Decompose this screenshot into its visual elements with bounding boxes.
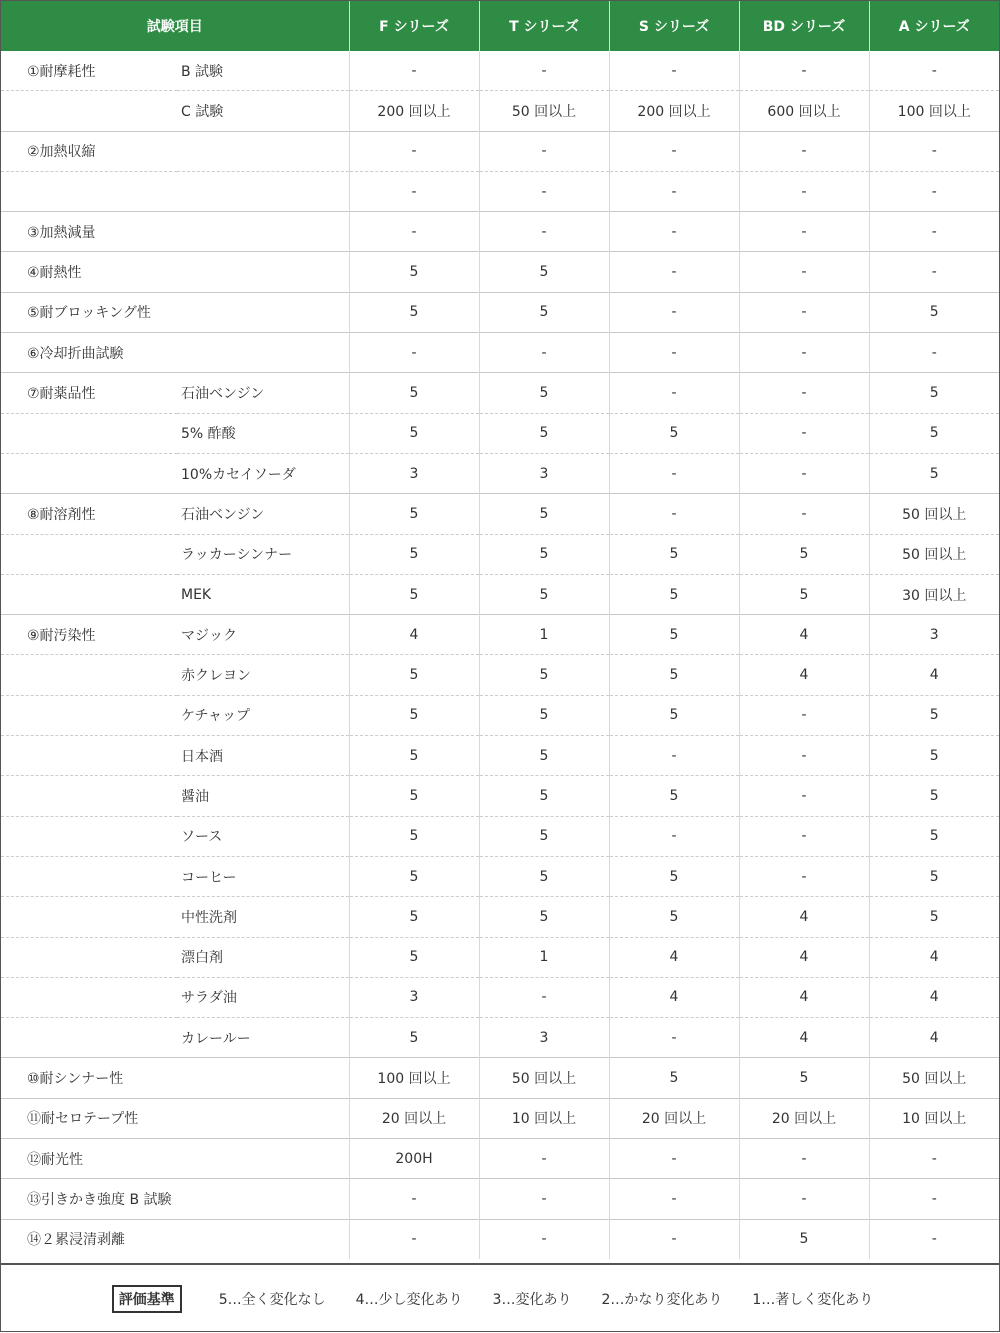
test-sub-item — [177, 1219, 349, 1259]
value-cell-s-series: - — [609, 1179, 739, 1219]
value-cell-s-series: - — [609, 1139, 739, 1179]
value-cell-a-series: 5 — [869, 695, 999, 735]
test-sub-item: 5% 酢酸 — [177, 413, 349, 453]
value-cell-a-series: 5 — [869, 776, 999, 816]
value-cell-bd-series: - — [739, 292, 869, 332]
table-row — [1, 897, 999, 937]
test-item-name: ⑩耐シンナー性 — [1, 1058, 177, 1098]
test-item-name: ③加熱減量 — [1, 212, 177, 252]
value-cell-a-series: 5 — [869, 897, 999, 937]
value-cell-bd-series: 5 — [739, 534, 869, 574]
value-cell-s-series: 5 — [609, 897, 739, 937]
test-sub-item: 日本酒 — [177, 736, 349, 776]
value-cell-a-series: - — [869, 1219, 999, 1259]
test-item-name — [1, 695, 177, 735]
test-sub-item: 醤油 — [177, 776, 349, 816]
value-cell-a-series: 5 — [869, 292, 999, 332]
value-cell-f-series: 5 — [349, 776, 479, 816]
value-cell-t-series: 1 — [479, 615, 609, 655]
test-sub-item: マジック — [177, 615, 349, 655]
value-cell-s-series: - — [609, 252, 739, 292]
test-sub-item — [177, 292, 349, 332]
table-row — [1, 1139, 999, 1179]
value-cell-a-series: - — [869, 212, 999, 252]
test-item-name: ⑭２累浸清剥離 — [1, 1219, 177, 1259]
value-cell-a-series: 50 回以上 — [869, 1058, 999, 1098]
test-item-name — [1, 655, 177, 695]
value-cell-f-series: 3 — [349, 453, 479, 493]
value-cell-f-series: - — [349, 1179, 479, 1219]
value-cell-bd-series: - — [739, 453, 869, 493]
table-row — [1, 1058, 999, 1098]
value-cell-bd-series: 4 — [739, 615, 869, 655]
test-item-name — [1, 816, 177, 856]
value-cell-a-series: 4 — [869, 977, 999, 1017]
test-item-name: ⑬引きかき強度 B 試験 — [1, 1179, 177, 1219]
test-item-name — [1, 856, 177, 896]
value-cell-s-series: - — [609, 131, 739, 171]
value-cell-t-series: 50 回以上 — [479, 91, 609, 131]
value-cell-f-series: 3 — [349, 977, 479, 1017]
value-cell-bd-series: - — [739, 816, 869, 856]
table-row — [1, 655, 999, 695]
test-item-name: ②加熱収縮 — [1, 131, 177, 171]
value-cell-bd-series: 20 回以上 — [739, 1098, 869, 1138]
value-cell-t-series: 5 — [479, 373, 609, 413]
test-item-name — [1, 1018, 177, 1058]
value-cell-t-series: - — [479, 1139, 609, 1179]
value-cell-t-series: 3 — [479, 1018, 609, 1058]
test-results-table — [1, 1, 999, 1259]
test-sub-item: 10%カセイソーダ — [177, 453, 349, 493]
legend-title: 評価基準 — [112, 1285, 182, 1313]
table-row — [1, 736, 999, 776]
value-cell-a-series: - — [869, 1139, 999, 1179]
value-cell-bd-series: - — [739, 776, 869, 816]
value-cell-f-series: 5 — [349, 695, 479, 735]
value-cell-bd-series: - — [739, 413, 869, 453]
legend-item-2: 2…かなり変化あり — [601, 1292, 723, 1308]
test-item-name: ⑨耐汚染性 — [1, 615, 177, 655]
value-cell-f-series: 5 — [349, 534, 479, 574]
test-item-name — [1, 453, 177, 493]
value-cell-bd-series: - — [739, 373, 869, 413]
value-cell-t-series: 5 — [479, 534, 609, 574]
value-cell-bd-series: - — [739, 333, 869, 373]
legend-item-5: 5…全く変化なし — [218, 1292, 326, 1308]
value-cell-t-series: - — [479, 171, 609, 211]
table-row — [1, 1219, 999, 1259]
value-cell-f-series: 5 — [349, 736, 479, 776]
test-item-name: ⑧耐溶剤性 — [1, 494, 177, 534]
value-cell-t-series: - — [479, 1219, 609, 1259]
test-item-name — [1, 171, 177, 211]
value-cell-f-series: - — [349, 171, 479, 211]
value-cell-a-series: - — [869, 171, 999, 211]
table-row — [1, 977, 999, 1017]
value-cell-bd-series: - — [739, 51, 869, 91]
value-cell-f-series: - — [349, 212, 479, 252]
value-cell-t-series: 1 — [479, 937, 609, 977]
value-cell-s-series: 5 — [609, 856, 739, 896]
legend-item-4: 4…少し変化あり — [355, 1292, 463, 1308]
value-cell-f-series: 5 — [349, 655, 479, 695]
value-cell-s-series: - — [609, 51, 739, 91]
test-item-name — [1, 776, 177, 816]
test-sub-item — [177, 131, 349, 171]
value-cell-t-series: - — [479, 333, 609, 373]
header-bd-series: BD シリーズ — [739, 1, 869, 51]
test-sub-item: B 試験 — [177, 51, 349, 91]
value-cell-f-series: 200H — [349, 1139, 479, 1179]
value-cell-a-series: 30 回以上 — [869, 574, 999, 614]
test-item-name — [1, 91, 177, 131]
test-sub-item — [177, 212, 349, 252]
value-cell-bd-series: 5 — [739, 1219, 869, 1259]
header-a-series: A シリーズ — [869, 1, 999, 51]
value-cell-s-series: 5 — [609, 574, 739, 614]
value-cell-s-series: 4 — [609, 977, 739, 1017]
value-cell-s-series: - — [609, 494, 739, 534]
value-cell-bd-series: - — [739, 1179, 869, 1219]
test-item-name: ⑥冷却折曲試験 — [1, 333, 177, 373]
value-cell-a-series: 5 — [869, 816, 999, 856]
value-cell-t-series: 5 — [479, 816, 609, 856]
test-sub-item: コーヒー — [177, 856, 349, 896]
value-cell-a-series: 4 — [869, 655, 999, 695]
table-row — [1, 292, 999, 332]
table-row — [1, 252, 999, 292]
value-cell-f-series: 5 — [349, 897, 479, 937]
value-cell-s-series: 5 — [609, 655, 739, 695]
value-cell-f-series: 5 — [349, 373, 479, 413]
value-cell-a-series: 50 回以上 — [869, 494, 999, 534]
value-cell-a-series: 5 — [869, 736, 999, 776]
value-cell-s-series: - — [609, 736, 739, 776]
value-cell-bd-series: - — [739, 1139, 869, 1179]
value-cell-f-series: 5 — [349, 413, 479, 453]
value-cell-f-series: 5 — [349, 1018, 479, 1058]
value-cell-a-series: 4 — [869, 937, 999, 977]
value-cell-f-series: - — [349, 333, 479, 373]
test-item-name: ④耐熱性 — [1, 252, 177, 292]
table-row — [1, 91, 999, 131]
test-sub-item: 漂白剤 — [177, 937, 349, 977]
value-cell-bd-series: 4 — [739, 1018, 869, 1058]
test-sub-item: ソース — [177, 816, 349, 856]
value-cell-t-series: 5 — [479, 776, 609, 816]
value-cell-a-series: - — [869, 252, 999, 292]
value-cell-f-series: - — [349, 51, 479, 91]
value-cell-bd-series: - — [739, 171, 869, 211]
test-sub-item — [177, 171, 349, 211]
table-row — [1, 856, 999, 896]
value-cell-bd-series: - — [739, 212, 869, 252]
table-row — [1, 1098, 999, 1138]
test-sub-item: サラダ油 — [177, 977, 349, 1017]
table-header-row — [1, 1, 999, 51]
test-sub-item: 赤クレヨン — [177, 655, 349, 695]
test-item-name: ①耐摩耗性 — [27, 63, 96, 80]
table-row — [1, 212, 999, 252]
test-sub-item: ケチャップ — [177, 695, 349, 735]
value-cell-t-series: - — [479, 212, 609, 252]
legend-item-1: 1…著しく変化あり — [752, 1292, 874, 1308]
value-cell-t-series: 5 — [479, 413, 609, 453]
value-cell-bd-series: 4 — [739, 977, 869, 1017]
value-cell-s-series: 5 — [609, 1058, 739, 1098]
table-row — [1, 1179, 999, 1219]
test-item-name — [1, 736, 177, 776]
table-row — [1, 534, 999, 574]
value-cell-t-series: 5 — [479, 252, 609, 292]
test-sub-item — [177, 1139, 349, 1179]
value-cell-bd-series: 4 — [739, 897, 869, 937]
value-cell-a-series: 5 — [869, 856, 999, 896]
test-sub-item — [177, 1098, 349, 1138]
test-item-name — [1, 977, 177, 1017]
value-cell-bd-series: - — [739, 252, 869, 292]
legend-item-3: 3…変化あり — [492, 1292, 572, 1308]
value-cell-s-series: - — [609, 333, 739, 373]
header-f-series: F シリーズ — [349, 1, 479, 51]
value-cell-t-series: 5 — [479, 574, 609, 614]
value-cell-s-series: - — [609, 816, 739, 856]
value-cell-t-series: 50 回以上 — [479, 1058, 609, 1098]
value-cell-t-series: 5 — [479, 695, 609, 735]
test-sub-item: カレールー — [177, 1018, 349, 1058]
table-row — [1, 131, 999, 171]
table-row — [1, 51, 999, 91]
value-cell-t-series: 10 回以上 — [479, 1098, 609, 1138]
value-cell-a-series: - — [869, 131, 999, 171]
value-cell-f-series: 5 — [349, 292, 479, 332]
table-row — [1, 494, 999, 534]
value-cell-t-series: - — [479, 131, 609, 171]
value-cell-t-series: 5 — [479, 292, 609, 332]
test-sub-item — [177, 333, 349, 373]
value-cell-a-series: 5 — [869, 373, 999, 413]
test-sub-item: C 試験 — [177, 91, 349, 131]
value-cell-t-series: - — [479, 51, 609, 91]
table-row — [1, 816, 999, 856]
value-cell-s-series: - — [609, 1018, 739, 1058]
value-cell-t-series: 5 — [479, 494, 609, 534]
value-cell-f-series: 5 — [349, 937, 479, 977]
table-row — [1, 373, 999, 413]
value-cell-bd-series: - — [739, 856, 869, 896]
value-cell-f-series: 4 — [349, 615, 479, 655]
value-cell-bd-series: 5 — [739, 574, 869, 614]
value-cell-bd-series: 4 — [739, 937, 869, 977]
value-cell-s-series: 4 — [609, 937, 739, 977]
value-cell-t-series: 5 — [479, 856, 609, 896]
value-cell-t-series: - — [479, 1179, 609, 1219]
value-cell-f-series: 100 回以上 — [349, 1058, 479, 1098]
table-row — [1, 776, 999, 816]
header-s-series: S シリーズ — [609, 1, 739, 51]
value-cell-a-series: 50 回以上 — [869, 534, 999, 574]
header-test-item: 試験項目 — [1, 1, 349, 51]
test-item-name — [1, 534, 177, 574]
test-sub-item: 中性洗剤 — [177, 897, 349, 937]
table-row — [1, 937, 999, 977]
test-item-name: ⑤耐ブロッキング性 — [1, 292, 177, 332]
table-row — [1, 615, 999, 655]
value-cell-s-series: 20 回以上 — [609, 1098, 739, 1138]
value-cell-a-series: 10 回以上 — [869, 1098, 999, 1138]
value-cell-a-series: - — [869, 333, 999, 373]
table-row — [1, 695, 999, 735]
header-t-series: T シリーズ — [479, 1, 609, 51]
test-sub-item — [177, 1058, 349, 1098]
test-sub-item: 石油ベンジン — [177, 373, 349, 413]
value-cell-t-series: 5 — [479, 655, 609, 695]
value-cell-s-series: 5 — [609, 695, 739, 735]
test-sub-item — [177, 252, 349, 292]
value-cell-s-series: - — [609, 1219, 739, 1259]
test-item-name: ⑦耐薬品性 — [1, 373, 177, 413]
value-cell-t-series: 5 — [479, 897, 609, 937]
value-cell-s-series: 5 — [609, 413, 739, 453]
test-sub-item: 石油ベンジン — [177, 494, 349, 534]
value-cell-t-series: 5 — [479, 736, 609, 776]
value-cell-s-series: - — [609, 171, 739, 211]
table-row — [1, 171, 999, 211]
value-cell-s-series: - — [609, 212, 739, 252]
value-cell-a-series: 100 回以上 — [869, 91, 999, 131]
value-cell-bd-series: - — [739, 695, 869, 735]
table-row — [1, 574, 999, 614]
value-cell-bd-series: - — [739, 736, 869, 776]
test-item-name — [1, 574, 177, 614]
test-item-name — [1, 897, 177, 937]
value-cell-a-series: 4 — [869, 1018, 999, 1058]
evaluation-legend — [1, 1263, 999, 1333]
test-item-name — [1, 413, 177, 453]
test-item-name: ⑫耐光性 — [1, 1139, 177, 1179]
value-cell-a-series: 3 — [869, 615, 999, 655]
value-cell-s-series: 5 — [609, 776, 739, 816]
value-cell-s-series: 5 — [609, 534, 739, 574]
table-body — [1, 51, 999, 1259]
value-cell-bd-series: 600 回以上 — [739, 91, 869, 131]
value-cell-bd-series: 5 — [739, 1058, 869, 1098]
value-cell-a-series: - — [869, 1179, 999, 1219]
test-sub-item: ラッカーシンナー — [177, 534, 349, 574]
test-sub-item — [177, 1179, 349, 1219]
value-cell-f-series: - — [349, 1219, 479, 1259]
value-cell-s-series: 200 回以上 — [609, 91, 739, 131]
value-cell-t-series: - — [479, 977, 609, 1017]
value-cell-a-series: - — [931, 62, 937, 79]
value-cell-f-series: 5 — [349, 856, 479, 896]
table-row — [1, 453, 999, 493]
value-cell-bd-series: - — [739, 494, 869, 534]
value-cell-f-series: 5 — [349, 574, 479, 614]
value-cell-f-series: 200 回以上 — [349, 91, 479, 131]
value-cell-s-series: 5 — [609, 615, 739, 655]
value-cell-f-series: 20 回以上 — [349, 1098, 479, 1138]
value-cell-f-series: 5 — [349, 494, 479, 534]
table-row — [1, 413, 999, 453]
value-cell-s-series: - — [609, 373, 739, 413]
test-item-name: ⑪耐セロテープ性 — [1, 1098, 177, 1138]
value-cell-f-series: - — [349, 131, 479, 171]
value-cell-a-series: 5 — [869, 453, 999, 493]
value-cell-t-series: 3 — [479, 453, 609, 493]
test-sub-item: MEK — [177, 574, 349, 614]
table-row — [1, 333, 999, 373]
value-cell-a-series: 5 — [869, 413, 999, 453]
value-cell-bd-series: - — [739, 131, 869, 171]
table-row — [1, 1018, 999, 1058]
value-cell-f-series: 5 — [349, 816, 479, 856]
value-cell-bd-series: 4 — [739, 655, 869, 695]
value-cell-f-series: 5 — [349, 252, 479, 292]
value-cell-s-series: - — [609, 292, 739, 332]
test-item-name — [1, 937, 177, 977]
value-cell-s-series: - — [609, 453, 739, 493]
